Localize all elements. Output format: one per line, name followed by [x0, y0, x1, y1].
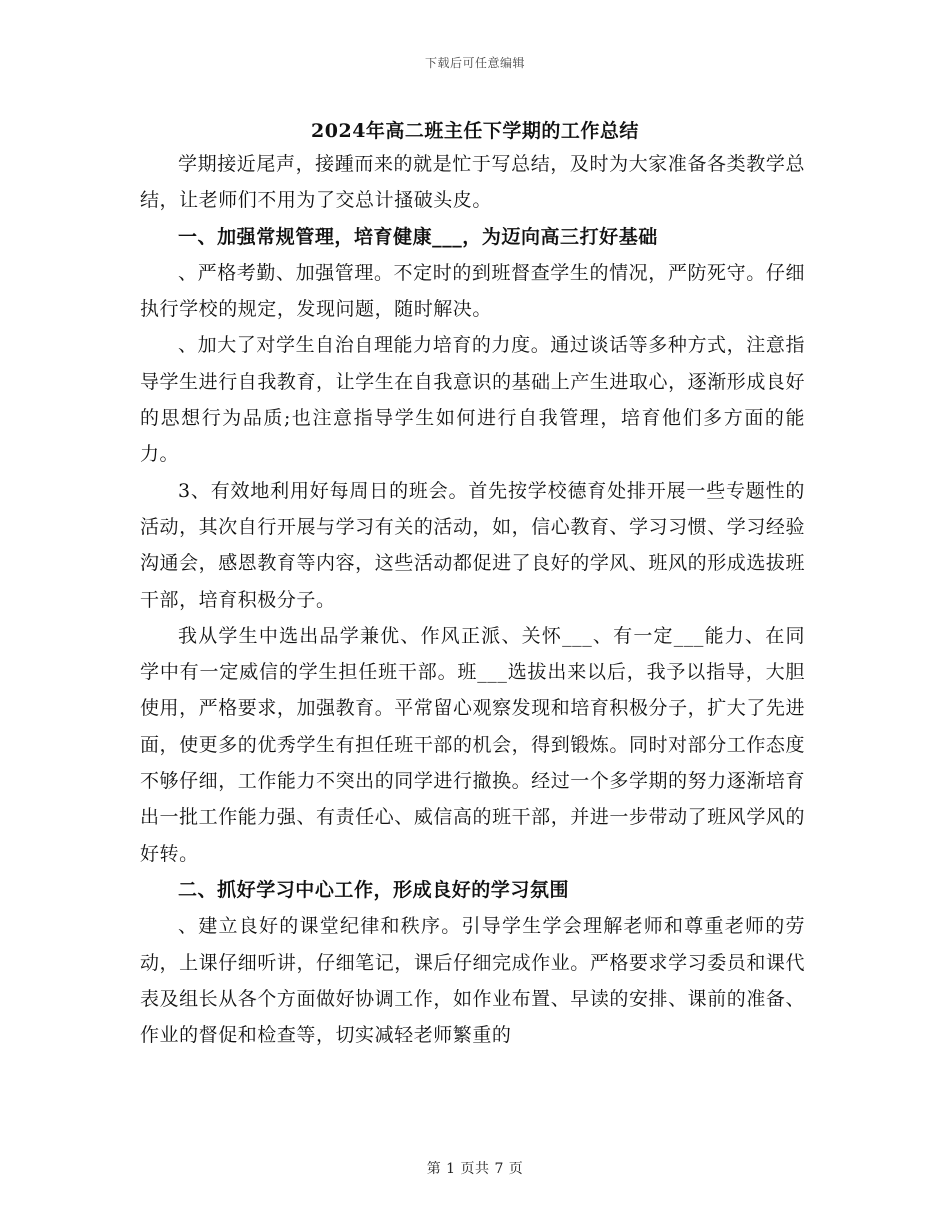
paragraph-class-cadres: 我从学生中选出品学兼优、作风正派、关怀___、有一定___能力、在同学中有一定威信的学生担任班干部。班___选拔出来以后，我予以指导，大胆使用，严格要求，加强教育。平常留心观察发现和培育积极分子，扩大了先进面，使更多的优秀学生有担任班干部的机会，得到锻炼。同时对部分工作态度不够仔细，工作能力不突出的同学进行撤换。经过一个多学期的努力逐渐培育出一批工作能力强、有责任心、威信高的班干部，并进一步带动了班风学风的好转。: [140, 624, 805, 865]
section-heading-1: 一、加强常规管理，培育健康___，为迈向高三打好基础: [178, 225, 658, 248]
page-header: 下载后可任意编辑: [424, 56, 525, 70]
paragraph-classroom-discipline: 、建立良好的课堂纪律和秩序。引导学生学会理解老师和尊重老师的劳动，上课仔细听讲，仔细笔记，课后仔细完成作业。严格要求学习委员和课代表及组长从各个方面做好协调工作，如作业布置、早读的安排、课前的准备、作业的督促和检查等，切实减轻老师繁重的: [140, 915, 805, 1047]
section-heading-2: 二、抓好学习中心工作，形成良好的学习氛围: [178, 878, 570, 901]
paragraph-intro: 学期接近尾声，接踵而来的就是忙于写总结，及时为大家准备各类教学总结，让老师们不用为了交总计搔破头皮。: [140, 153, 805, 212]
paragraph-self-management: 、加大了对学生自治自理能力培育的力度。通过谈话等多种方式，注意指导学生进行自我教育，让学生在自我意识的基础上产生进取心，逐渐形成良好的思想行为品质;也注意指导学生如何进行自我管理，培育他们多方面的能力。: [140, 334, 805, 466]
document-title: 2024年高二班主任下学期的工作总结: [311, 120, 639, 142]
paragraph-class-meeting: 3、有效地利用好每周日的班会。首先按学校德育处排开展一些专题性的活动，其次自行开展与学习有关的活动，如，信心教育、学习习惯、学习经验沟通会，感恩教育等内容，这些活动都促进了良好的学风、班风的形成选拔班干部，培育积极分子。: [140, 479, 805, 611]
page-number: 第 1 页共 7 页: [426, 1161, 524, 1177]
paragraph-attendance: 、严格考勤、加强管理。不定时的到班督查学生的情况，严防死守。仔细执行学校的规定，发现问题，随时解决。: [140, 261, 805, 321]
document-body: [140, 146, 805, 1053]
